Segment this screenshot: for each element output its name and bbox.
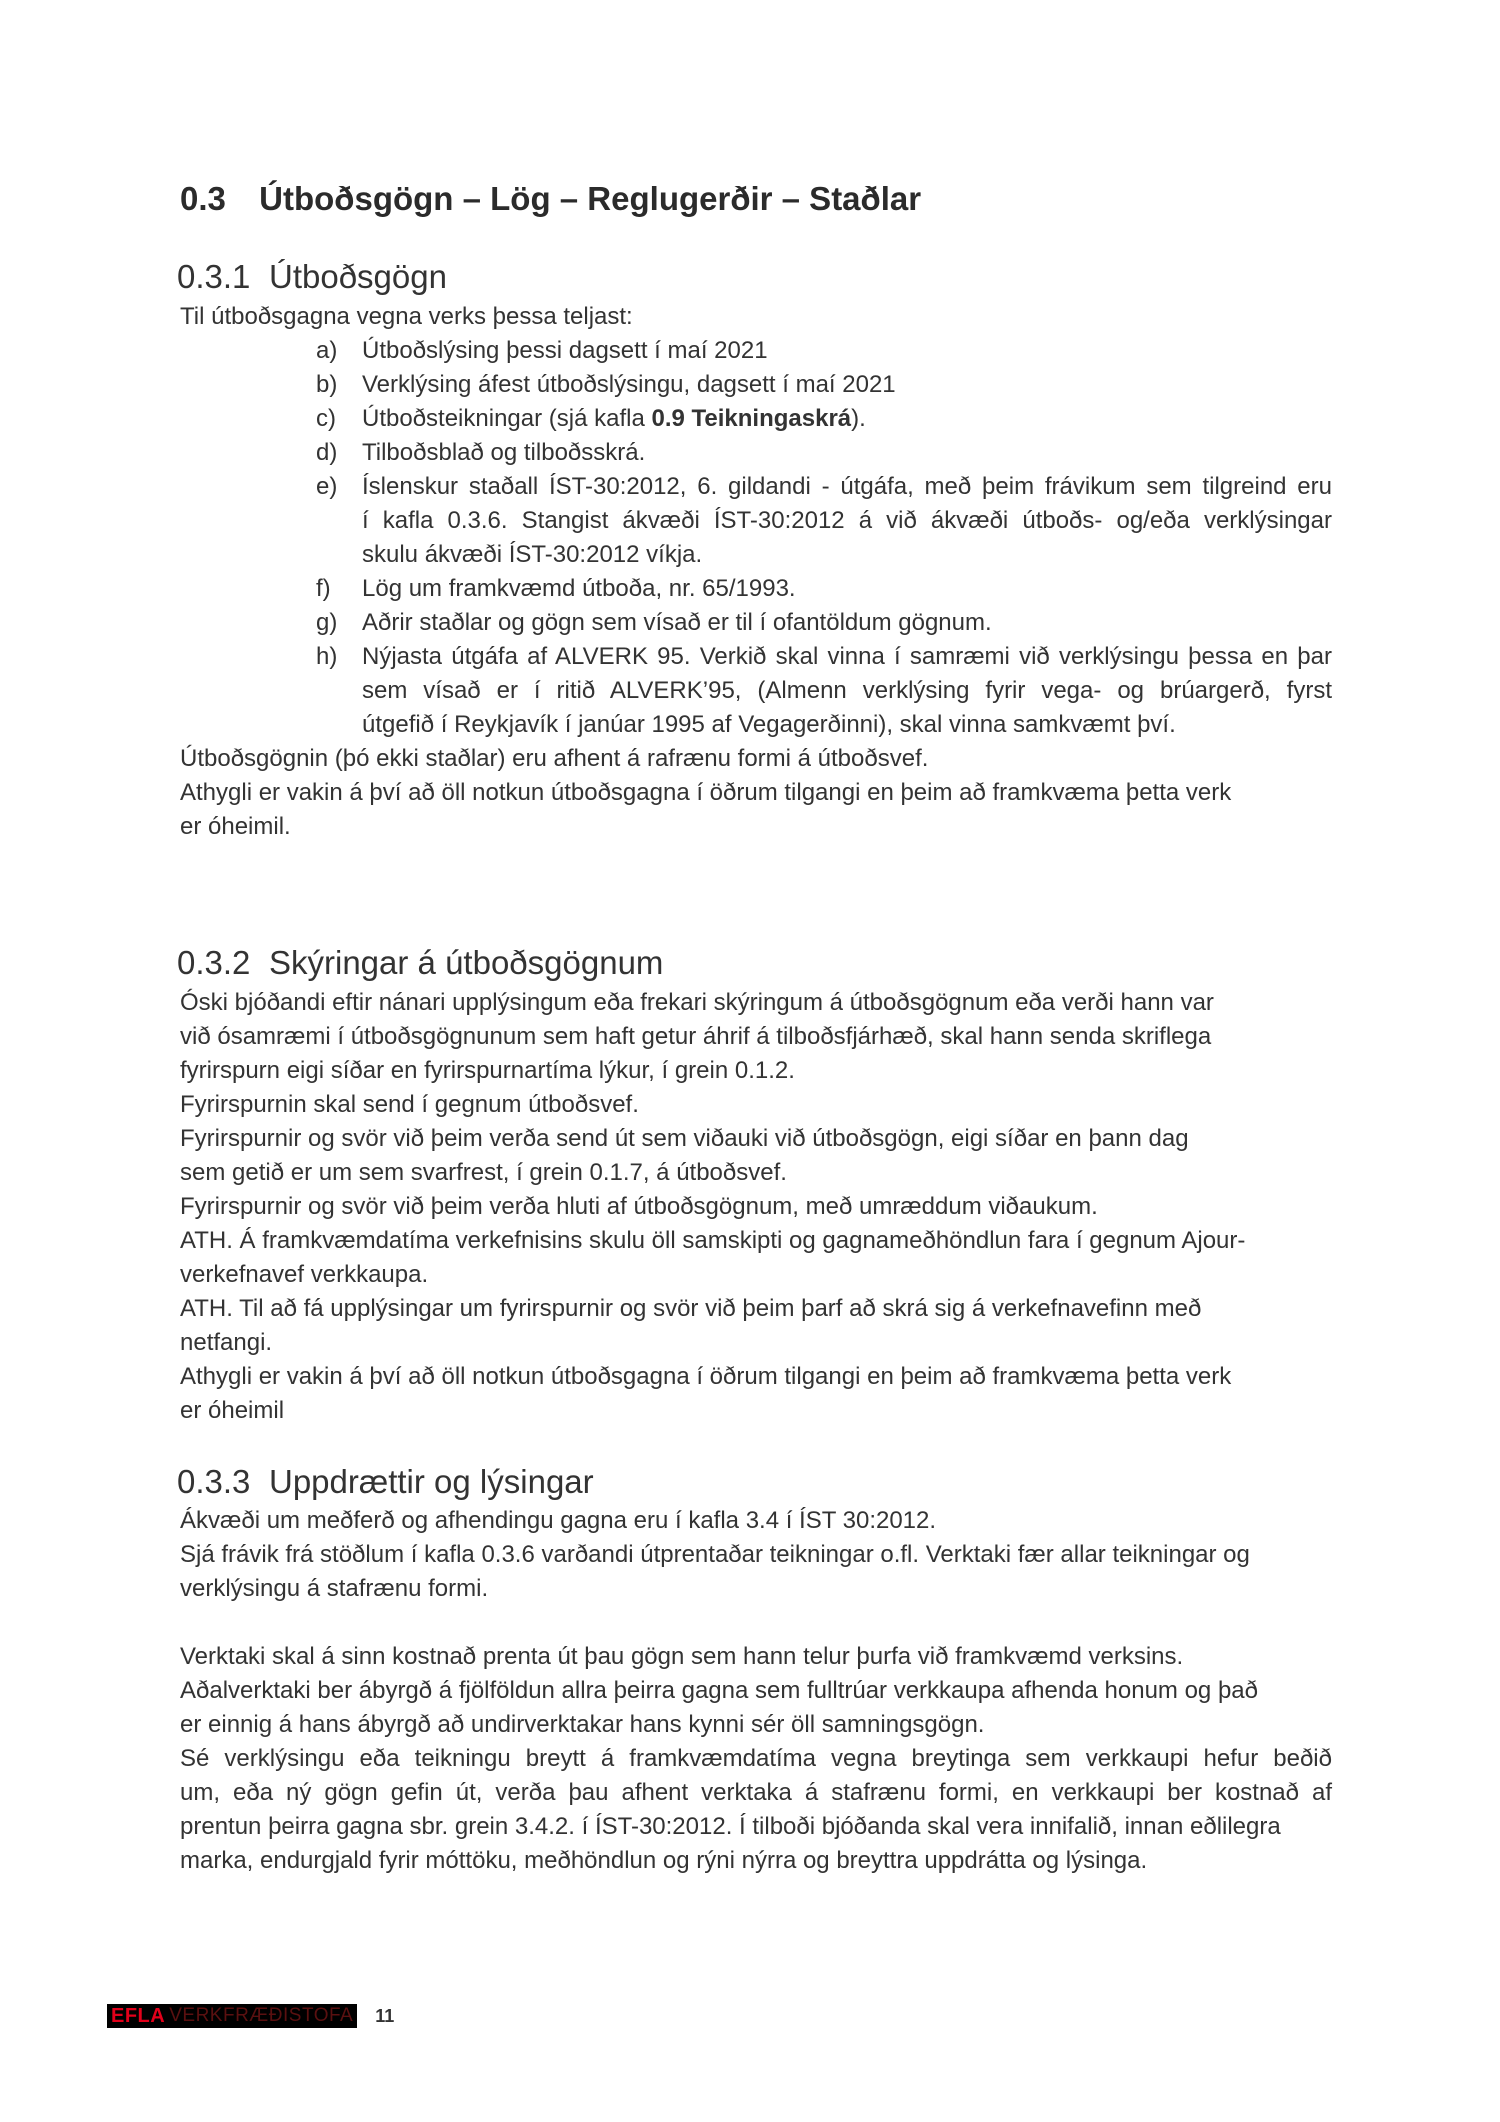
paragraph-line: marka, endurgjald fyrir móttöku, meðhöndlun og rýni nýrra og breyttra uppdrátta og lýsinga.: [180, 1847, 1148, 1874]
list-marker: c): [316, 405, 336, 432]
subsection-heading-032: [177, 944, 663, 982]
paragraph-line: prentun þeirra gagna sbr. grein 3.4.2. í ÍST-30:2012. Í tilboði bjóðanda skal vera innifalið, innan eðlilegra: [180, 1813, 1281, 1840]
paragraph-line: er óheimil: [180, 1397, 285, 1424]
paragraph-line: er einnig á hans ábyrgð að undirverktakar hans kynni sér öll samningsgögn.: [180, 1711, 985, 1738]
list-item-text: sem vísað er í ritið ALVERK’95, (Almenn verklýsing fyrir vega- og brúargerð, fyrst: [362, 677, 1332, 704]
page-number: 11: [375, 2005, 395, 2026]
paragraph-line: Verktaki skal á sinn kostnað prenta út þau gögn sem hann telur þurfa við framkvæmd verksins.: [180, 1643, 1184, 1670]
logo-subtitle: VERKFRÆÐISTOFA: [169, 2005, 354, 2026]
section-number: 0.3: [180, 180, 226, 217]
paragraph-line: ATH. Til að fá upplýsingar um fyrirspurnir og svör við þeim þarf að skrá sig á verkefnavefinn með: [180, 1295, 1202, 1322]
paragraph-line: Fyrirspurnir og svör við þeim verða send út sem viðauki við útboðsgögn, eigi síðar en þann dag: [180, 1125, 1189, 1152]
subsection-title: Skýringar á útboðsgögnum: [269, 944, 664, 981]
list-item-text: [362, 402, 866, 436]
subsection-number: 0.3.1: [177, 258, 251, 295]
list-item-text: Aðrir staðlar og gögn sem vísað er til í ofantöldum gögnum.: [362, 609, 992, 636]
list-item-text: Útboðslýsing þessi dagsett í maí 2021: [362, 337, 768, 364]
list-item-text: Nýjasta útgáfa af ALVERK 95. Verkið skal vinna í samræmi við verklýsingu þessa en þar: [362, 643, 1332, 670]
paragraph-line: ATH. Á framkvæmdatíma verkefnisins skulu öll samskipti og gagnameðhöndlun fara í gegnum Ajour-: [180, 1227, 1246, 1254]
intro-text: Til útboðsgagna vegna verks þessa teljast:: [180, 303, 633, 330]
subsection-title: Útboðsgögn: [269, 258, 447, 295]
subsection-number: 0.3.2: [177, 944, 251, 981]
section-title: Útboðsgögn – Lög – Reglugerðir – Staðlar: [259, 180, 922, 217]
list-item-text: í kafla 0.3.6. Stangist ákvæði ÍST-30:2012 á við ákvæði útboðs- og/eða verklýsingar: [362, 507, 1332, 534]
paragraph-line: sem getið er um sem svarfrest, í grein 0.1.7, á útboðsvef.: [180, 1159, 787, 1186]
list-item-text: Lög um framkvæmd útboða, nr. 65/1993.: [362, 575, 796, 602]
paragraph-line: Sé verklýsingu eða teikningu breytt á framkvæmdatíma vegna breytinga sem verkkaupi hefur beðið: [180, 1745, 1332, 1772]
subsection-title: Uppdrættir og lýsingar: [269, 1463, 594, 1500]
list-item-text: útgefið í Reykjavík í janúar 1995 af Vegagerðinni), skal vinna samkvæmt því.: [362, 711, 1176, 738]
list-marker: b): [316, 371, 338, 398]
list-item-text: Íslenskur staðall ÍST-30:2012, 6. gildandi - útgáfa, með þeim frávikum sem tilgreind eru: [362, 473, 1332, 500]
list-marker: g): [316, 609, 338, 636]
paragraph-line: við ósamræmi í útboðsgögnunum sem haft getur áhrif á tilboðsfjárhæð, skal hann senda skriflega: [180, 1023, 1212, 1050]
list-item-text: Verklýsing áfest útboðslýsingu, dagsett í maí 2021: [362, 371, 896, 398]
list-marker: h): [316, 643, 338, 670]
paragraph-line: verkefnavef verkkaupa.: [180, 1261, 429, 1288]
paragraph-line: er óheimil.: [180, 813, 291, 840]
list-item-text: skulu ákvæði ÍST-30:2012 víkja.: [362, 541, 703, 568]
paragraph-line: Sjá frávik frá stöðlum í kafla 0.3.6 varðandi útprentaðar teikningar o.fl. Verktaki fær allar teikningar og: [180, 1541, 1250, 1568]
paragraph-line: netfangi.: [180, 1329, 273, 1356]
subsection-number: 0.3.3: [177, 1463, 251, 1500]
logo-brand: EFLA: [111, 2004, 166, 2027]
paragraph-line: fyrirspurn eigi síðar en fyrirspurnartíma lýkur, í grein 0.1.2.: [180, 1057, 795, 1084]
list-marker: a): [316, 337, 338, 364]
subsection-heading-031: [177, 258, 447, 296]
section-heading: [180, 180, 921, 218]
page-footer: [107, 2004, 394, 2028]
paragraph-line: Útboðsgögnin (þó ekki staðlar) eru afhent á rafrænu formi á útboðsvef.: [180, 745, 929, 772]
subsection-heading-033: [177, 1463, 594, 1501]
paragraph-line: Fyrirspurnir og svör við þeim verða hluti af útboðsgögnum, með umræddum viðaukum.: [180, 1193, 1098, 1220]
paragraph-line: Athygli er vakin á því að öll notkun útboðsgagna í öðrum tilgangi en þeim að framkvæma þetta verk: [180, 779, 1232, 806]
list-item-text: Tilboðsblað og tilboðsskrá.: [362, 439, 646, 466]
efla-logo: [107, 2004, 357, 2028]
paragraph-line: Aðalverktaki ber ábyrgð á fjölföldun allra þeirra gagna sem fulltrúar verkkaupa afhenda honum og það: [180, 1677, 1258, 1704]
paragraph-line: Ákvæði um meðferð og afhendingu gagna eru í kafla 3.4 í ÍST 30:2012.: [180, 1507, 937, 1534]
paragraph-line: Fyrirspurnin skal send í gegnum útboðsvef.: [180, 1091, 639, 1118]
paragraph-line: verklýsingu á stafrænu formi.: [180, 1575, 489, 1602]
chapter-reference: 0.9 Teikningaskrá: [651, 405, 852, 432]
paragraph-line: um, eða ný gögn gefin út, verða þau afhent verktaka á stafrænu formi, en verkkaupi ber kostnað af: [180, 1779, 1332, 1806]
list-item-text-part: ).: [851, 405, 866, 432]
list-marker: d): [316, 439, 338, 466]
paragraph-line: Athygli er vakin á því að öll notkun útboðsgagna í öðrum tilgangi en þeim að framkvæma þetta verk: [180, 1363, 1232, 1390]
list-item-text-part: Útboðsteikningar (sjá kafla: [362, 405, 652, 432]
list-marker: f): [316, 575, 331, 602]
paragraph-line: Óski bjóðandi eftir nánari upplýsingum eða frekari skýringum á útboðsgögnum eða verði hann var: [180, 989, 1214, 1016]
list-marker: e): [316, 473, 338, 500]
